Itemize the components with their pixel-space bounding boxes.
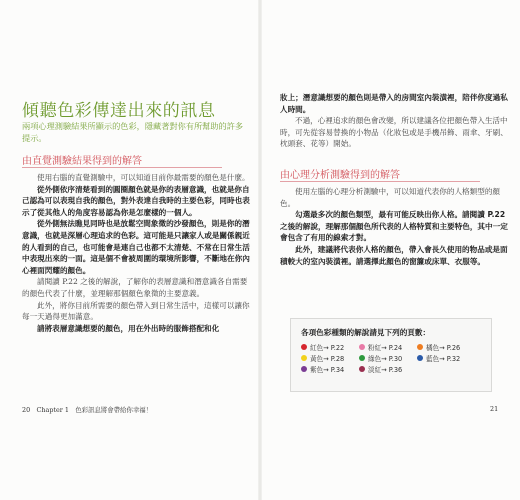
color-index-label: 紫色→ P.34 xyxy=(310,365,345,374)
color-index-box xyxy=(290,318,492,392)
right-page xyxy=(262,0,520,500)
intro-text: 兩項心理測驗結果所顯示的色彩，隱藏著對你有所幫助的許多提示。 xyxy=(22,121,244,143)
color-index-item xyxy=(417,342,475,352)
section-heading-analysis: 由心理分析測驗得到的解答 xyxy=(280,170,400,181)
color-index-label: 藍色→ P.32 xyxy=(426,354,461,363)
color-index-label: 黃色→ P.28 xyxy=(310,354,345,363)
paragraph: 使用左腦的心理分析測驗中，可以知道代表你的人格類型的顏色。 xyxy=(280,187,501,208)
color-index-label: 橘色→ P.26 xyxy=(426,343,461,352)
color-index-row xyxy=(301,352,487,363)
color-index-item xyxy=(359,353,417,363)
page-number-right: 21 xyxy=(490,405,499,413)
paragraph: 妝上；潛意識想要的顏色則是帶入的房間室內裝潢裡，陪伴你度過私人時間。 xyxy=(280,93,508,114)
right-top-body xyxy=(280,92,510,150)
color-index-title: 各項色彩種類的解說請見下列的頁數： xyxy=(301,328,431,337)
color-index-grid xyxy=(301,341,487,374)
color-index-label: 綠色→ P.30 xyxy=(368,354,403,363)
section-rule xyxy=(280,181,480,182)
right-body xyxy=(280,186,510,267)
green-dot-icon xyxy=(359,355,365,361)
paragraph: 勾選最多次的顏色類型，最有可能反映出你人格。請閱讀 P.22 之後的解說，理解那個顏色所代表的人格特質和主要特色，其中一定會包含了有用的線索才對。 xyxy=(280,210,508,243)
color-index-item xyxy=(417,353,475,363)
paragraph: 請閱讀 P.22 之後的解說，了解你的表層意識和潛意識各自需要的顏色代表了什麼，並理解那個顏色象徵的主要意義。 xyxy=(22,277,248,298)
crimson-dot-icon xyxy=(359,366,365,372)
red-dot-icon xyxy=(301,344,307,350)
purple-dot-icon xyxy=(301,366,307,372)
color-index-row xyxy=(301,363,487,374)
color-index-item xyxy=(301,353,359,363)
paragraph: 此外，建議將代表你人格的顏色，帶入會長久使用的物品或是面積較大的室內裝潢裡。請選擇此顏色的窗簾或床單、衣服等。 xyxy=(280,244,508,266)
color-index-row xyxy=(301,341,487,352)
paragraph: 請將表層意識想要的顏色，用在外出時的服飾搭配和化 xyxy=(37,323,220,333)
color-index-label: 粉紅→ P.24 xyxy=(368,343,403,352)
color-index-label: 淡紅→ P.36 xyxy=(368,365,403,374)
paragraph: 使用右腦的直覺測驗中，可以知道目前你最需要的顏色是什麼。 xyxy=(37,173,250,182)
blue-dot-icon xyxy=(417,355,423,361)
paragraph: 從外側依序清楚看到的圓圈顏色就是你的表層意識，也就是你自己認為可以表現自我的顏色，對外表達自我時的主要色彩，同時也表示了從其他人的角度容易認為你是怎麼樣的一個人。 xyxy=(22,184,250,217)
yellow-dot-icon xyxy=(301,355,307,361)
color-index-label: 紅色→ P.22 xyxy=(310,343,345,352)
page-title: 傾聽色彩傳達出來的訊息 xyxy=(22,101,216,121)
paragraph: 此外，將你目前所需要的顏色帶入到日常生活中，這樣可以讓你每一天過得更加滿意。 xyxy=(22,300,250,322)
color-index-item xyxy=(301,364,359,374)
section-heading-intuition: 由直覺測驗結果得到的解答 xyxy=(22,156,142,167)
color-index-item xyxy=(359,342,417,352)
color-index-item xyxy=(301,342,359,352)
color-index-item xyxy=(359,364,417,374)
section-rule xyxy=(22,167,222,168)
pink-dot-icon xyxy=(359,344,365,350)
paragraph: 不過，心裡追求的顏色會改變，所以建議各位把顏色帶入生活中時，可先從容易替換的小物品（化妝包或是手機吊飾、雨傘、牙刷、枕頭套、花等）開始。 xyxy=(280,116,508,149)
left-page xyxy=(0,0,258,500)
left-body xyxy=(22,172,252,334)
paragraph: 從外側無法瞧見同時也是放鬆空間象徵的沙發顏色，則是你的潛意識，也就是深層心理追求的色彩。這可能是只讓家人或是關係親近的人看到的自己，也可能會是連自己也都不太清楚、不常在日常生活中表現出來的一面。這是個不會被周圍的環境所影響，不斷地在你內心裡面閃耀的顏色。 xyxy=(22,219,250,275)
orange-dot-icon xyxy=(417,344,423,350)
page-footer-left: 20 Chapter 1 色彩訊息將會帶給你幸福！ xyxy=(22,406,153,414)
